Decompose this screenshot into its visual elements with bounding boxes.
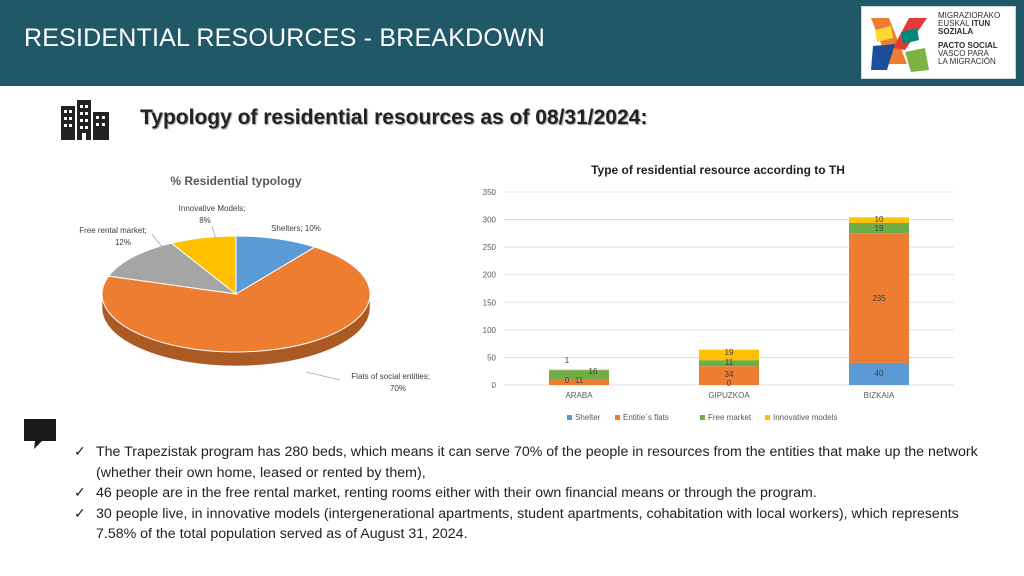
checkmark-icon: ✓: [74, 444, 86, 460]
y-tick-label: 350: [482, 188, 496, 197]
bar-data-label: 0: [726, 379, 732, 388]
checkmark-icon: ✓: [74, 505, 86, 522]
list-item: [74, 442, 994, 483]
legend-swatch: [765, 415, 770, 420]
list-item-text: 46 people are in the free rental market, renting rooms either with their own financial means or through the program.: [96, 485, 817, 501]
legend-label: Entitie´s flats: [623, 413, 669, 422]
bar-segment: [549, 370, 609, 371]
logo-text: [938, 12, 1000, 66]
legend-label: Shelter: [575, 413, 601, 422]
pie-leader-line: [306, 372, 340, 380]
bar-data-label: 16: [588, 367, 598, 376]
legend-swatch: [700, 415, 705, 420]
logo-line: LA MIGRACIÓN: [938, 57, 996, 67]
bar-data-label: 235: [872, 294, 886, 303]
logo-line: PACTO SOCIAL: [938, 40, 998, 50]
bar-chart-title: Type of residential resource according to TH: [591, 163, 845, 177]
pie-chart: [40, 190, 510, 410]
bar-chart: [470, 180, 990, 430]
y-tick-label: 50: [487, 353, 496, 363]
list-item: [74, 504, 994, 545]
logo-line: VASCO PARA: [938, 48, 989, 58]
y-tick-label: 200: [482, 270, 496, 280]
legend-label: Free market: [708, 413, 752, 422]
pie-data-label: 12%: [114, 238, 132, 247]
y-tick-label: 300: [482, 215, 496, 225]
bar-data-label: 10: [874, 215, 884, 224]
bar-data-label: 40: [874, 369, 884, 378]
pie-data-label: 70%: [389, 384, 406, 393]
x-tick-label: ARABA: [565, 391, 593, 400]
bar-data-label: 11: [574, 376, 584, 385]
x-tick-label: BIZKAIA: [863, 391, 895, 400]
x-tick-label: GIPUZKOA: [708, 391, 750, 400]
legend-swatch: [567, 415, 572, 420]
logo-line: SOZIALA: [938, 27, 974, 37]
checkmark-icon: ✓: [74, 485, 86, 501]
bar-data-label: 19: [724, 348, 734, 357]
bar-data-label: 19: [874, 224, 884, 233]
logo-word: EUSKAL: [938, 19, 970, 29]
bar-data-label: 34: [724, 370, 734, 379]
pie-data-label: Innovative Models;: [178, 204, 246, 213]
y-tick-label: 0: [491, 381, 496, 390]
bar-data-label: 1: [564, 356, 570, 365]
pie-chart-title: % Residential typology: [170, 174, 302, 188]
pie-data-label: Flats of social entities;: [351, 372, 430, 381]
notes-list: [74, 442, 994, 545]
list-item-text: 30 people live, in innovative models (intergenerational apartments, student apartments, cohabitation with local workers), which represents 7.58% of the total population served as of August 31, 2024.: [96, 505, 959, 542]
bar-data-label: 11: [724, 358, 734, 367]
logo-word: ITUN: [971, 19, 991, 29]
logo-line: MIGRAZIORAKO: [938, 11, 1001, 20]
pie-data-label: Free rental market;: [79, 226, 147, 235]
buildings-icon: [58, 100, 112, 140]
pie-data-label: Shelters; 10%: [271, 224, 321, 233]
list-item-text: The Trapezistak program has 280 beds, which means it can serve 70% of the people in resources from the entities that make up the network (whether their own home, leased or rented by them),: [96, 444, 978, 481]
bar-data-label: 0: [564, 376, 570, 385]
legend-swatch: [615, 415, 620, 420]
page-title: RESIDENTIAL RESOURCES - BREAKDOWN: [24, 24, 546, 52]
y-tick-label: 150: [482, 298, 496, 308]
y-tick-label: 250: [482, 243, 496, 253]
comment-icon: [23, 418, 57, 450]
y-tick-label: 100: [482, 325, 496, 335]
legend-label: Innovative models: [773, 413, 838, 422]
section-subtitle: Typology of residential resources as of 08/31/2024:: [140, 106, 648, 129]
logo-mark-icon: [865, 8, 935, 78]
list-item: [74, 483, 994, 504]
logo: [861, 6, 1016, 79]
pie-data-label: 8%: [199, 216, 211, 225]
